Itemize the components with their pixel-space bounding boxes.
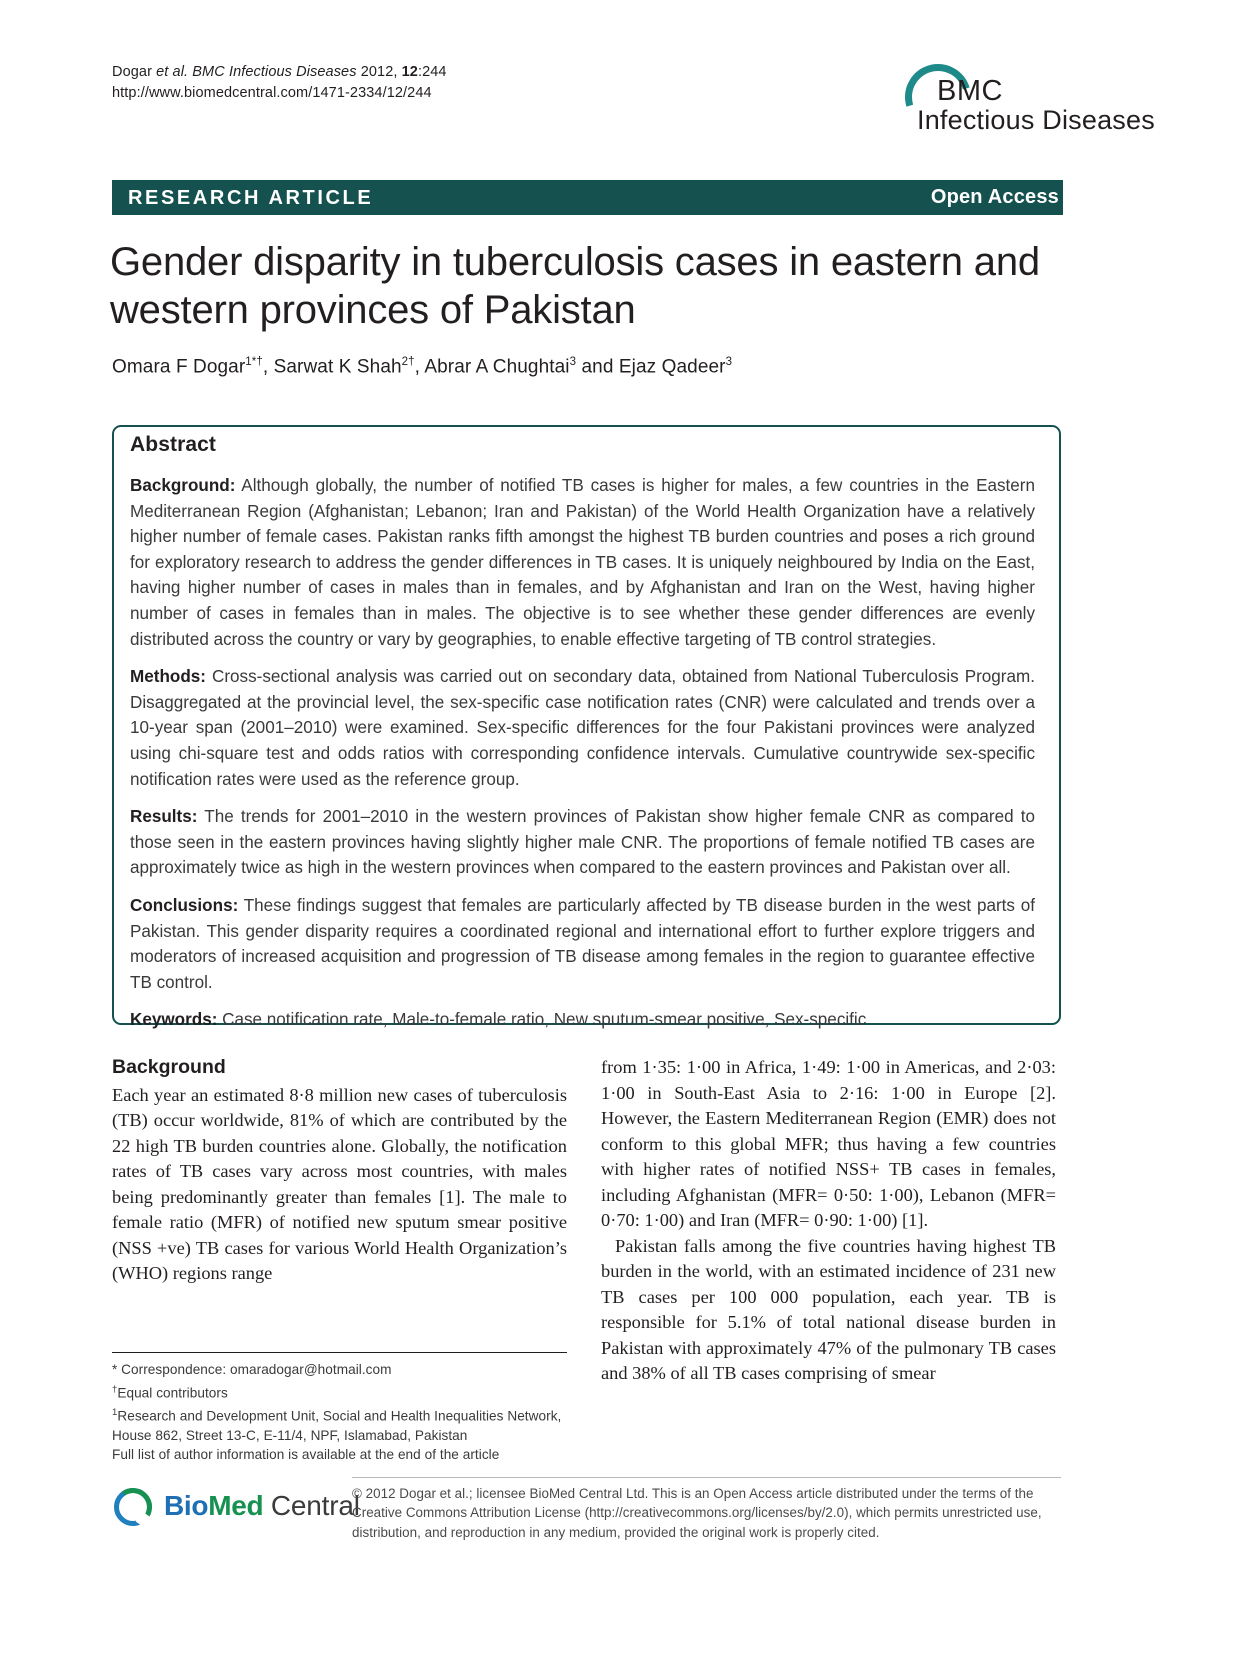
- citation-volume: 12: [401, 64, 418, 80]
- correspondence-line[interactable]: * Correspondence: omaradogar@hotmail.com: [112, 1362, 392, 1377]
- abstract-section-text: Cross-sectional analysis was carried out on secondary data, obtained from National Tuberculosis Program. Disaggregated at the provincial level, the sex-specific case notification rates (CNR) were calculated and trends over a 10-year span (2001–2010) were examined. Sex-specific differences for the four Pakistani provinces were analyzed using chi-square test and odds ratios with corresponding confidence intervals. Cumulative countrywide sex-specific notification rates were used as the reference group.: [130, 667, 1035, 789]
- abstract-heading: Abstract: [130, 433, 216, 456]
- abstract-section-label: Keywords:: [130, 1010, 218, 1030]
- abstract-section: [130, 893, 1035, 995]
- body-paragraph: Pakistan falls among the five countries having highest TB burden in the world, with an estimated incidence of 231 new TB cases per 100 000 population, each year. TB is responsible for 5.1% of total national disease burden in Pakistan with approximately 47% of the pulmonary TB cases and 38% of all TB cases comprising of smear: [601, 1235, 1056, 1383]
- abstract-section: [130, 473, 1035, 652]
- citation-prefix: Dogar: [112, 64, 157, 80]
- equal-contributors-line: [112, 1380, 567, 1403]
- affiliation-marker: 1: [112, 1406, 118, 1418]
- abstract-section-label: Methods:: [130, 667, 206, 687]
- abstract-section-label: Conclusions:: [130, 895, 239, 915]
- wordmark-med: Med: [208, 1490, 264, 1521]
- abstract-section-text: The trends for 2001–2010 in the western provinces of Pakistan show higher female CNR as compared to those seen in the eastern provinces having slightly higher male CNR. The proportions of female notified TB cases are approximately twice as high in the western provinces when compared to the eastern provinces and Pakistan over all.: [130, 807, 1035, 878]
- affiliation-text-1: Research and Development Unit, Social and Health Inequalities Network,: [117, 1408, 562, 1424]
- wordmark-central: Central: [263, 1490, 360, 1521]
- abstract-section-text: Although globally, the number of notified TB cases is higher for males, a few countries in the Eastern Mediterranean Region (Afghanistan; Lebanon; Iran and Pakistan) of the World Health Organization have a relatively higher number of female cases. Pakistan ranks fifth amongst the highest TB burden countries and poses a rich ground for exploratory research to address the gender differences in TB cases. It is uniquely neighboured by India on the East, having higher number of cases in males than in females, and by Afghanistan and Iran on the West, having higher number of cases in females than in males. The objective is to see whether these gender differences are evenly distributed across the country or vary by geographies, to enable effective targeting of TB control strategies.: [130, 476, 1035, 649]
- journal-acronym: BMC: [937, 75, 1003, 107]
- running-head: [112, 62, 447, 104]
- affiliation-line: [112, 1403, 567, 1426]
- article-type-ribbon: [112, 180, 1063, 215]
- article-url[interactable]: http://www.biomedcentral.com/1471-2334/12/244: [112, 85, 432, 101]
- open-access-badge: Open Access: [930, 186, 1059, 208]
- copyright-notice: © 2012 Dogar et al.; licensee BioMed Central Ltd. This is an Open Access article distributed under the terms of the Creative Commons Attribution License (http://creativecommons.org/licenses/by/2.0), which permits unrestricted use, distribution, and reproduction in any medium, provided the original work is properly cited.: [352, 1486, 1042, 1540]
- abstract-content: [114, 433, 1051, 1033]
- abstract-section: [130, 1007, 1035, 1033]
- abstract-section-label: Results:: [130, 807, 198, 827]
- section-heading-background: Background: [112, 1056, 226, 1078]
- body-column-right: [601, 1055, 1056, 1387]
- abstract-sections: [130, 473, 1035, 1033]
- citation-journal: et al. BMC Infectious Diseases: [156, 64, 357, 80]
- abstract-section-label: Background:: [130, 476, 236, 495]
- affiliation-line-2: House 862, Street 13-C, E-11/4, NPF, Islamabad, Pakistan: [112, 1427, 468, 1443]
- citation-year: 2012,: [356, 64, 402, 80]
- equal-contributors-text: Equal contributors: [117, 1385, 228, 1401]
- publisher-wordmark: [164, 1490, 360, 1522]
- abstract-section-text: Case notification rate, Male-to-female ratio, New sputum-smear positive, Sex-specific: [217, 1010, 867, 1030]
- wordmark-bio: Bio: [164, 1490, 209, 1521]
- footer-divider: [352, 1477, 1061, 1478]
- body-column-left: [112, 1055, 567, 1287]
- author-list: Omara F Dogar$^{1*\dagger}$, Sarwat K Shah$^{2\dagger}$, Abrar A Chughtai$^3$ and Ejaz Qadeer$^3$: [112, 356, 733, 378]
- footnote-rule: [112, 1352, 567, 1353]
- journal-name: Infectious Diseases: [917, 105, 1155, 135]
- equal-contributors-marker: †: [112, 1383, 118, 1395]
- abstract-section: [130, 664, 1035, 792]
- journal-citation: [112, 62, 447, 83]
- citation-page: :244: [417, 64, 447, 80]
- abstract-section: [130, 804, 1035, 881]
- abstract-section-text: These findings suggest that females are particularly affected by TB disease burden in the west parts of Pakistan. This gender disparity requires a coordinated regional and international effort to further explore triggers and moderators of increased acquisition and progression of TB disease among females in the region to guarantee effective TB control.: [130, 895, 1035, 992]
- footnote-block: [112, 1352, 567, 1465]
- page-title: Gender disparity in tuberculosis cases in eastern and western provinces of Pakistan: [110, 240, 1040, 332]
- full-author-list-note: Full list of author information is available at the end of the article: [112, 1447, 500, 1463]
- journal-logo: [901, 58, 1155, 142]
- body-paragraph: Each year an estimated 8·8 million new cases of tuberculosis (TB) occur worldwide, 81% of which are contributed by the 22 high TB burden countries alone. Globally, the notification rates of TB cases vary across most countries, with males being predominantly greater than females [1]. The male to female ratio (MFR) of notified new sputum smear positive (NSS +ve) TB cases for various World Health Organization’s (WHO) regions range: [112, 1084, 567, 1283]
- body-paragraph: from 1·35: 1·00 in Africa, 1·49: 1·00 in Americas, and 2·03: 1·00 in South-East Asia to 2·16: 1·00 in Europe [2]. However, the Eastern Mediterranean Region (EMR) does not conform to this global MFR; thus having a few countries with higher rates of notified NSS+ TB cases in females, including Afghanistan (MFR= 0·50: 1·00), Lebanon (MFR= 0·70: 1·00) and Iran (MFR= 0·90: 1·00) [1].: [601, 1057, 1056, 1230]
- article-type-label: RESEARCH ARTICLE: [128, 187, 374, 209]
- biomed-central-logo: [112, 1484, 360, 1530]
